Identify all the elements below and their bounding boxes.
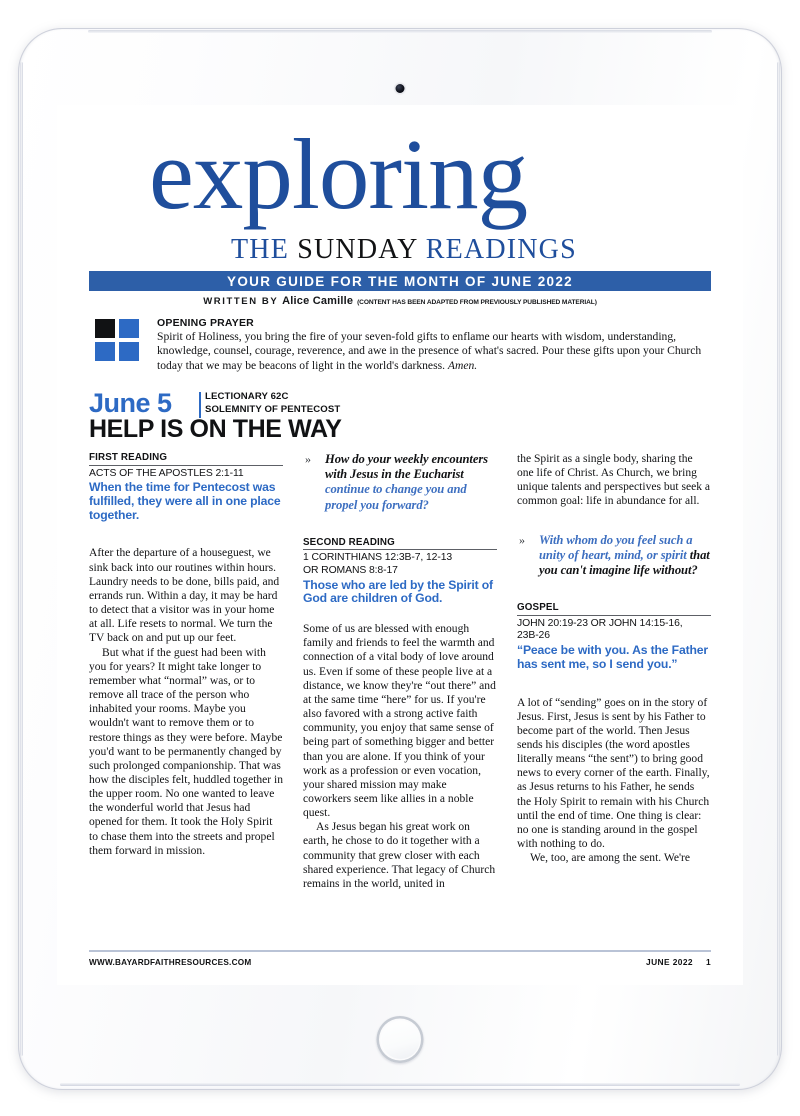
question-blue-text: With whom do you feel such a unity of heart, mind, or spirit: [539, 532, 693, 562]
four-squares-icon: [95, 319, 140, 361]
spacer: [89, 522, 283, 546]
masthead: [89, 118, 711, 307]
gospel-body: [517, 696, 711, 866]
question-black-text: How do your weekly encounters with Jesus in the Eucharist: [325, 452, 488, 482]
reading-date: June 5: [89, 388, 172, 418]
first-reading-body: [89, 546, 283, 857]
reflection-question-1: [303, 452, 497, 513]
first-reading-citation: ACTS OF THE APOSTLES 2:1-11: [89, 467, 244, 479]
device-edge-right: [777, 62, 780, 1056]
logo-exploring-text: exploring: [149, 118, 528, 230]
article-columns: [89, 452, 711, 891]
paragraph: But what if the guest had been with you for years? It might take longer to remember what “normal” was, or to remove all trace of the person who inhabited your rooms. Maybe you wouldn't want to remove them or to restore things as they were before. Maybe you'd want to be permanently changed by such prolonged companionship. That was how the disciples felt, huddled together in the upper room. No one wanted to leave the wonderful world that Jesus had opened for them. It took the Holy Spirit to chase them into the streets and propel them forward in mission.: [89, 646, 284, 857]
opening-prayer-title: OPENING PRAYER: [157, 317, 254, 329]
page-headline: HELP IS ON THE WAY: [89, 415, 342, 443]
column-right: [517, 452, 711, 891]
spacer: [517, 672, 711, 696]
device-edge-top: [88, 30, 712, 33]
opening-prayer-text: Spirit of Holiness, you bring the fire of your seven-fold gifts to enflame our hearts with wisdom, understanding, knowledge, counsel, courage, reverence, and awe in the presence of what's sacred. Pour these gifts upon your Church today that we may be beacons of light in the world's darkness.: [157, 330, 702, 372]
question-black-text: that you can't imagine life without?: [539, 547, 710, 578]
tablet-screen[interactable]: [57, 105, 743, 985]
second-reading-label: SECOND READING: [303, 537, 497, 551]
home-button[interactable]: [377, 1016, 424, 1063]
paragraph: A lot of “sending” goes on in the story of Jesus. First, Jesus is sent by his Father to become part of the world. Then Jesus sends his disciples (the word apostles literally means “the sent”) to bring good news to every corner of the earth. Finally, as Jesus returns to his Father, he sends the Holy Spirit to remain with his Church until the end of time. One thing is clear: no one is standing around in the gospel with nothing to do.: [517, 696, 710, 851]
opening-prayer-section: [89, 317, 711, 379]
tablet-device: [18, 28, 782, 1090]
publication-logo: [89, 118, 711, 265]
first-reading-quote: When the time for Pentecost was fulfilled, they were all in one place together.: [89, 480, 281, 522]
footer-month: JUNE 2022: [646, 957, 693, 967]
guide-banner: [89, 271, 711, 291]
byline-written-by: WRITTEN BY: [203, 296, 279, 307]
spacer: [517, 509, 711, 533]
spacer: [303, 513, 497, 537]
lectionary-number: LECTIONARY 62C: [205, 391, 289, 402]
guide-banner-text: YOUR GUIDE FOR THE MONTH OF JUNE 2022: [227, 273, 573, 289]
front-camera-icon: [396, 84, 405, 93]
spacer: [303, 606, 497, 622]
footer-website[interactable]: WWW.BAYARDFAITHRESOURCES.COM: [89, 958, 252, 967]
device-edge-bottom: [60, 1083, 740, 1086]
paragraph: Some of us are blessed with enough family and friends to feel the warmth and connection of a vital body of love around us. Even if some of these people live at a distance, we know they're “out there” and at the same time “here” for us. If you're also favored with a strong active faith community, you enjoy that same sense of being part of something bigger and better than you are alone. If you think of your work as a profession or even vocation, your shared mission may make coworkers seem like allies in a noble quest.: [303, 623, 496, 820]
document-page: [57, 105, 743, 985]
gospel-citation-1: JOHN 20:19-23 OR JOHN 14:15-16,: [517, 617, 683, 629]
logo-readings: READINGS: [425, 234, 577, 265]
footer-divider: [89, 950, 711, 952]
spacer: [517, 578, 711, 602]
byline: [89, 295, 711, 307]
opening-prayer-amen: Amen.: [447, 358, 478, 372]
gospel-label: GOSPEL: [517, 602, 711, 616]
page-footer: [89, 950, 711, 967]
device-edge-left: [20, 62, 23, 1056]
second-reading-body: [303, 622, 497, 891]
guillemet-icon: »: [305, 452, 311, 466]
paragraph: After the departure of a houseguest, we sink back into our routines within hours. Laundry needs to be done, bills paid, and errands run. Within a day, it may be hard to detect that a visitor was in your home at all. Life resets to normal. We turn the TV back on and put up our feet.: [89, 547, 280, 645]
second-reading-citation-2: OR ROMANS 8:8-17: [303, 564, 398, 576]
column-middle: [303, 452, 497, 891]
byline-author: Alice Camille: [282, 295, 354, 307]
second-reading-continued: [517, 452, 711, 509]
reflection-question-2: [517, 533, 711, 579]
date-block: [89, 388, 711, 443]
footer-meta: [646, 957, 711, 967]
gospel-quote: “Peace be with you. As the Father has sent me, so I send you.”: [517, 642, 709, 671]
first-reading-label: FIRST READING: [89, 452, 283, 466]
byline-adaptation-note: (CONTENT HAS BEEN ADAPTED FROM PREVIOUSLY PUBLISHED MATERIAL): [357, 299, 597, 306]
feast-name: SOLEMNITY OF PENTECOST: [205, 404, 341, 415]
paragraph: As Jesus began his great work on earth, he chose to do it together with a community that grew closer with each shared experience. That legacy of Church remains in the world, united in: [303, 821, 496, 890]
logo-sunday: SUNDAY: [297, 234, 418, 265]
guillemet-icon: »: [519, 532, 525, 547]
column-left: [89, 452, 283, 891]
gospel-citation-2: 23B-26: [517, 630, 550, 642]
paragraph: We, too, are among the sent. We're: [530, 852, 691, 865]
footer-page-number: 1: [705, 957, 711, 967]
logo-the: THE: [231, 234, 290, 265]
second-reading-citation-1: 1 CORINTHIANS 12:3B-7, 12-13: [303, 552, 453, 564]
second-reading-quote: Those who are led by the Spirit of God are children of God.: [303, 577, 493, 606]
logo-subtitle: [231, 236, 577, 264]
footer-row: [89, 957, 711, 967]
paragraph: the Spirit as a single body, sharing the one life of Christ. As Church, we bring unique talents and perspectives but seek a common goal: life in abundance for all.: [517, 453, 711, 508]
opening-prayer-body: [157, 330, 711, 373]
question-blue-text: continue to change you and propel you forward?: [325, 482, 467, 512]
